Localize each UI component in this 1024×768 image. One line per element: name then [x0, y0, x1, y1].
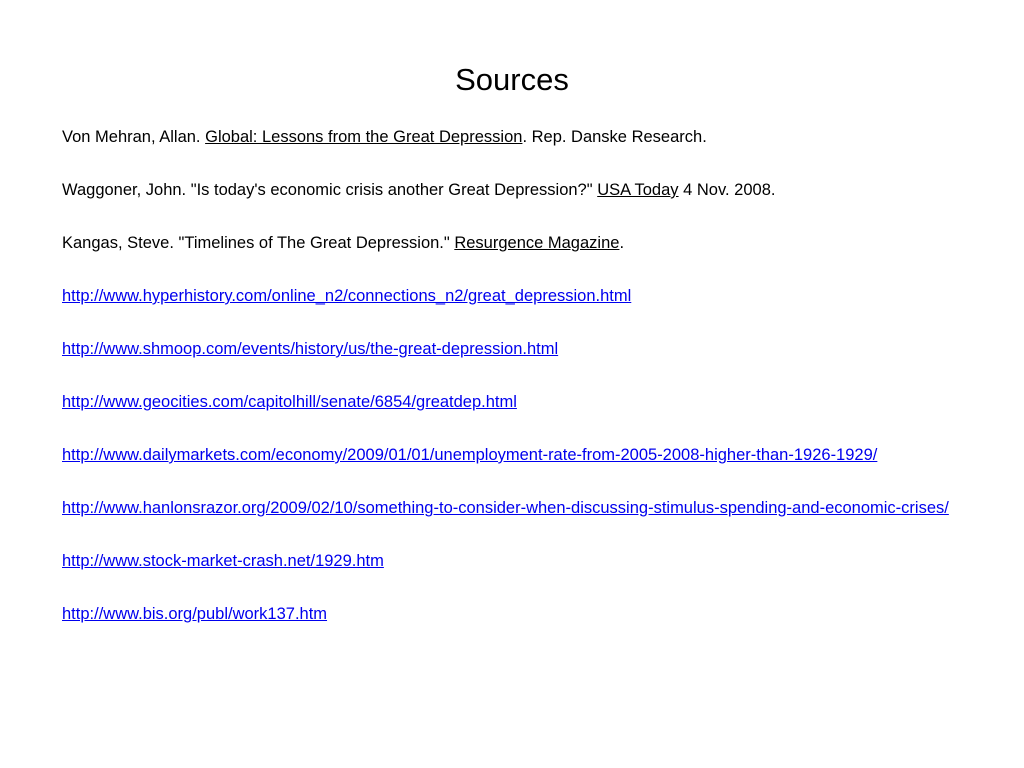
citation-item: [62, 232, 962, 254]
link-item: [62, 444, 962, 466]
source-link[interactable]: http://www.dailymarkets.com/economy/2009/01/01/unemployment-rate-from-2005-2008-higher-than-1926-1929/: [62, 446, 878, 464]
source-link[interactable]: http://www.shmoop.com/events/history/us/the-great-depression.html: [62, 340, 559, 358]
citation-author: Kangas, Steve. "Timelines of The Great Depression.": [62, 234, 450, 252]
citation-item: [62, 179, 962, 201]
citation-work: Resurgence Magazine: [454, 234, 620, 252]
link-item: [62, 550, 962, 572]
source-link[interactable]: http://www.hanlonsrazor.org/2009/02/10/something-to-consider-when-discussing-stimulus-spending-and-economic-crises/: [62, 499, 949, 517]
source-link[interactable]: http://www.stock-market-crash.net/1929.htm: [62, 552, 384, 570]
page-title: Sources: [455, 62, 569, 97]
source-link[interactable]: http://www.hyperhistory.com/online_n2/connections_n2/great_depression.html: [62, 287, 632, 305]
citation-item: [62, 126, 962, 148]
link-item: [62, 497, 962, 519]
citation-work: Global: Lessons from the Great Depression: [205, 128, 523, 146]
citation-details: .: [619, 234, 625, 252]
link-item: [62, 285, 962, 307]
citation-details: . Rep. Danske Research.: [522, 128, 707, 146]
link-item: [62, 391, 962, 413]
source-link[interactable]: http://www.bis.org/publ/work137.htm: [62, 605, 328, 623]
citation-work: USA Today: [597, 181, 679, 199]
citation-author: Von Mehran, Allan.: [62, 128, 201, 146]
sources-list: [62, 126, 962, 656]
citation-details: 4 Nov. 2008.: [678, 181, 776, 199]
citation-author: Waggoner, John. "Is today's economic crisis another Great Depression?": [62, 181, 593, 199]
link-item: [62, 603, 962, 625]
link-item: [62, 338, 962, 360]
source-link[interactable]: http://www.geocities.com/capitolhill/senate/6854/greatdep.html: [62, 393, 517, 411]
